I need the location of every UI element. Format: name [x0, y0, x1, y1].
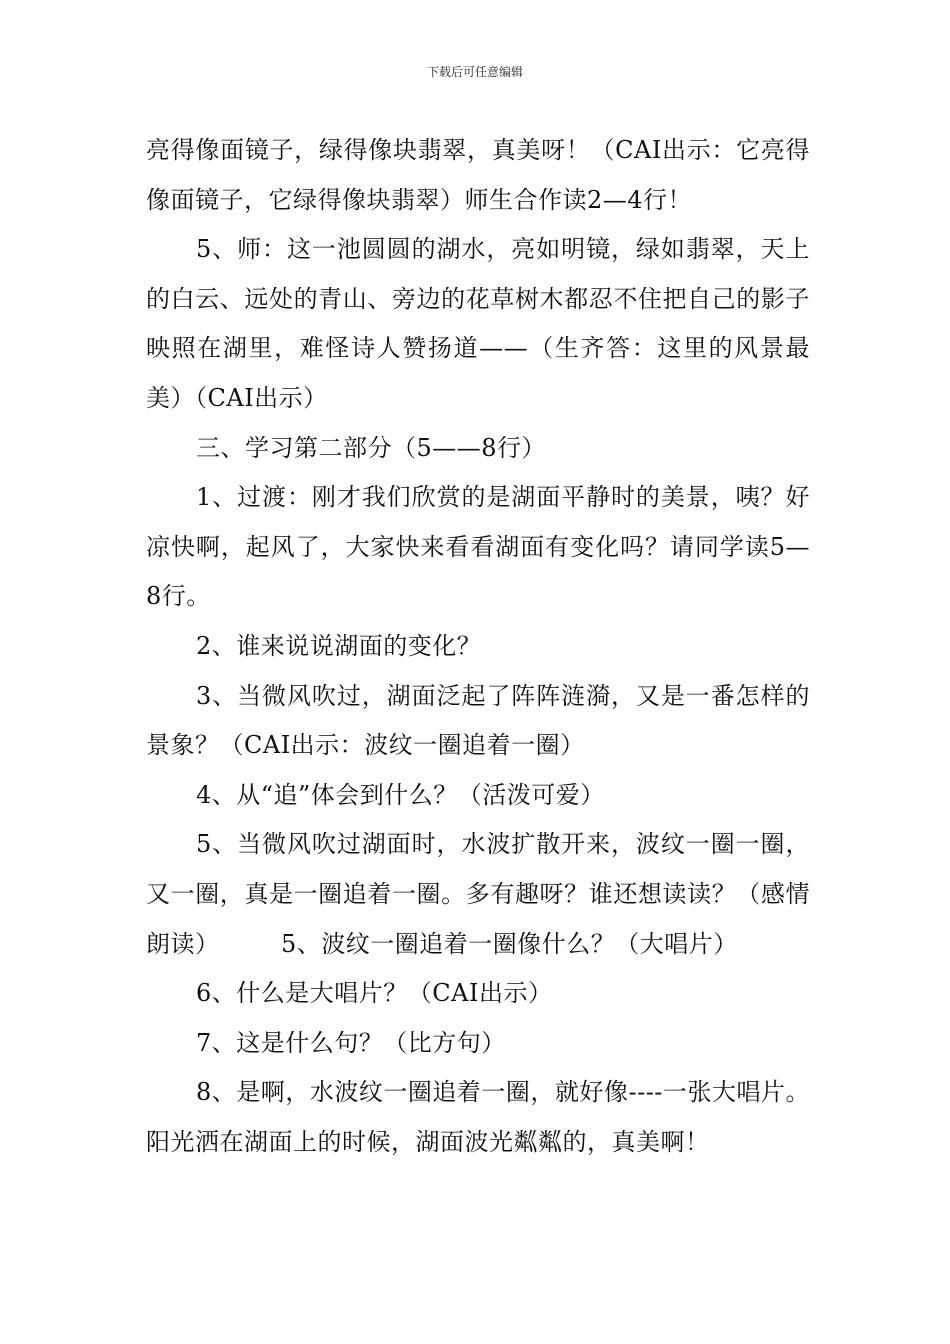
paragraph-continuation: 亮得像面镜子，绿得像块翡翠，真美呀！（CAI出示：它亮得像面镜子，它绿得像块翡翠）师生合作读2—4行！ [146, 136, 810, 214]
paragraph-step-5-teacher: 5、师：这一池圆圆的湖水，亮如明镜，绿如翡翠，天上的白云、远处的青山、旁边的花草树木都忍不住把自己的影子映照在湖里，难怪诗人赞扬道——（生齐答：这里的风景最美）（CAI出示） [146, 235, 810, 412]
paragraph-step-3: 3、当微风吹过，湖面泛起了阵阵涟漪，又是一番怎样的景象？（CAI出示：波纹一圈追着一圈） [146, 681, 810, 760]
document-body [146, 126, 810, 1167]
paragraph-step-1-transition: 1、过渡：刚才我们欣赏的是湖面平静时的美景，咦？好凉快啊，起风了，大家快来看看湖面有变化吗？请同学读5—8行。 [146, 483, 810, 611]
paragraph-step-6: 6、什么是大唱片？（CAI出示） [196, 979, 553, 1008]
paragraph-step-4: 4、从“追”体会到什么？（活泼可爱） [196, 780, 605, 809]
paragraph-step-7: 7、这是什么句？（比方句） [196, 1028, 506, 1057]
page-header: 下载后可任意编辑 [426, 65, 523, 79]
paragraph-step-5: 5、当微风吹过湖面时，水波扩散开来，波纹一圈一圈，又一圈，真是一圈追着一圈。多有趣呀？谁还想读读？（感情朗读） 5、波纹一圈追着一圈像什么？（大唱片） [146, 830, 810, 958]
paragraph-step-2: 2、谁来说说湖面的变化？ [196, 631, 482, 660]
paragraph-step-8: 8、是啊，水波纹一圈追着一圈，就好像----一张大唱片。阳光洒在湖面上的时候，湖面波光粼粼的，真美啊！ [146, 1078, 810, 1156]
section-heading-part-two: 三、学习第二部分（5——8行） [196, 433, 547, 462]
